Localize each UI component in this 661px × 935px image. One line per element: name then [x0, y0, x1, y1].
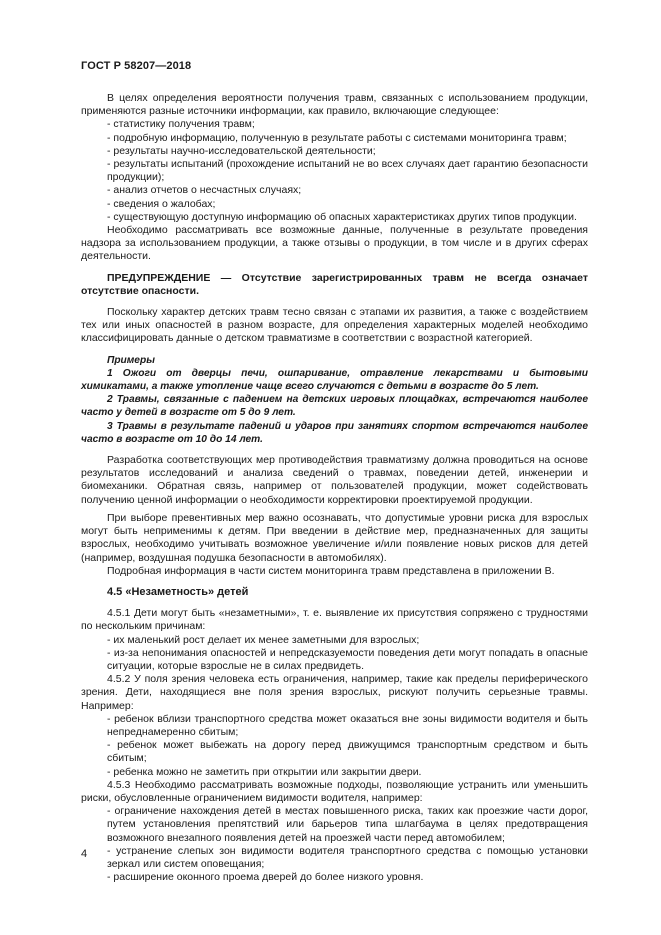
- example-item: 2 Травмы, связанные с падением на детских игровых площадках, встречаются наиболее часто у детей в возрасте от 5 до 9 лет.: [81, 394, 588, 419]
- page-number: 4: [81, 848, 88, 860]
- list-item: - подробную информацию, полученную в результате работы с системами мониторинга травм;: [107, 131, 567, 144]
- paragraph-4-5-2: 4.5.2 У поля зрения человека есть ограничения, например, такие как пределы периферического зрения. Дети, находящиеся вне поля зрения взрослых, рискуют получить серьезные травмы. Например:: [81, 673, 588, 712]
- example-item: 1 Ожоги от дверцы печи, ошпаривание, отравление лекарствами и бытовыми химикатами, а также утопление чаще всего случаются с детьми в возрасте до 5 лет.: [81, 367, 588, 393]
- paragraph-age-categories: Поскольку характер детских травм тесно связан с этапами их развития, а также с воздействием тех или иных опасностей в разном возрасте, для определения характерных моделей необходимо классифицировать данные о детском травматизме в соответствии с возрастной категорией.: [81, 306, 588, 345]
- document-code-header: ГОСТ Р 58207—2018: [81, 60, 192, 72]
- list-item: - ребенок вблизи транспортного средства может оказаться вне зоны видимости водителя и быть непреднамеренно сбитым;: [107, 712, 588, 738]
- paragraph-supervision: Необходимо рассматривать все возможные данные, полученные в результате проведения надзора за использованием продукции, а также отзывы о продукции, в том числе и в других сферах деятельности.: [81, 224, 588, 263]
- example-item: 3 Травмы в результате падений и ударов при занятиях спортом встречаются наиболее часто в возрасте от 10 до 14 лет.: [81, 420, 588, 445]
- list-item: - ограничение нахождения детей в местах повышенного риска, таких как проезжие части дорог, путем установления препятствий или барьеров типа шлагбаума в целях предотвращения возможного внезапного появления детей на проезжей части перед автомобилем;: [107, 805, 588, 844]
- list-item: - анализ отчетов о несчастных случаях;: [107, 184, 302, 197]
- examples-title: Примеры: [107, 354, 155, 366]
- warning-note: ПРЕДУПРЕЖДЕНИЕ — Отсутствие зарегистрированных травм не всегда означает отсутствие опасности.: [81, 271, 588, 297]
- paragraph-4-5-3: 4.5.3 Необходимо рассматривать возможные подходы, позволяющие устранить или уменьшить риски, обусловленные ограничением видимости водителя, например:: [81, 778, 588, 804]
- list-item: - результаты испытаний (прохождение испытаний не во всех случаях дает гарантию безопасности продукции);: [107, 158, 588, 184]
- list-item: - ребенка можно не заметить при открытии или закрытии двери.: [107, 765, 422, 778]
- section-heading-4-5: 4.5 «Незаметность» детей: [107, 585, 249, 598]
- paragraph-sources-intro: В целях определения вероятности получения травм, связанных с использованием продукции, применяются разные источники информации, как правило, включающие следующее:: [81, 92, 588, 118]
- paragraph-countermeasures: Разработка соответствующих мер противодействия травматизму должна проводиться на основе результатов исследований и анализа сведений о травмах, поведении детей, инженерии и биомеханики. Обратная связь, например от пользователей продукции, может содействовать получению ценной информации о необходимости корректировки проектируемой продукции.: [81, 454, 588, 506]
- list-item: - ребенок может выбежать на дорогу перед движущимся транспортным средством и быть сбитым;: [107, 739, 588, 765]
- paragraph-annex-reference: Подробная информация в части систем мониторинга травм представлена в приложении В.: [107, 564, 555, 577]
- list-item: - из-за непонимания опасностей и непредсказуемости поведения дети могут попадать в опасные ситуации, которые взрослые не в силах предвидеть.: [107, 646, 588, 672]
- list-item: - результаты научно-исследовательской деятельности;: [107, 144, 376, 157]
- paragraph-4-5-1: 4.5.1 Дети могут быть «незаметными», т. е. выявление их присутствия сопряжено с трудностями по нескольким причинам:: [81, 607, 588, 633]
- list-item: - расширение оконного проема дверей до более низкого уровня.: [107, 871, 424, 884]
- paragraph-preventive-measures: При выборе превентивных мер важно осознавать, что допустимые уровни риска для взрослых могут быть неприменимы к детям. При введении в действие мер, предназначенных для защиты взрослых, необходимо учитывать возможное увеличение и/или появление новых рисков для детей (например, воздушная подушка безопасности в автомобилях).: [81, 511, 588, 564]
- list-item: - устранение слепых зон видимости водителя транспортного средства с помощью установки зеркал или систем оповещания;: [107, 844, 588, 870]
- list-item: - существующую доступную информацию об опасных характеристиках других типов продукции.: [107, 210, 577, 223]
- page-content: [81, 92, 588, 884]
- list-item: - статистику получения травм;: [107, 118, 255, 131]
- list-item: - их маленький рост делает их менее заметными для взрослых;: [107, 633, 420, 646]
- list-item: - сведения о жалобах;: [107, 197, 216, 210]
